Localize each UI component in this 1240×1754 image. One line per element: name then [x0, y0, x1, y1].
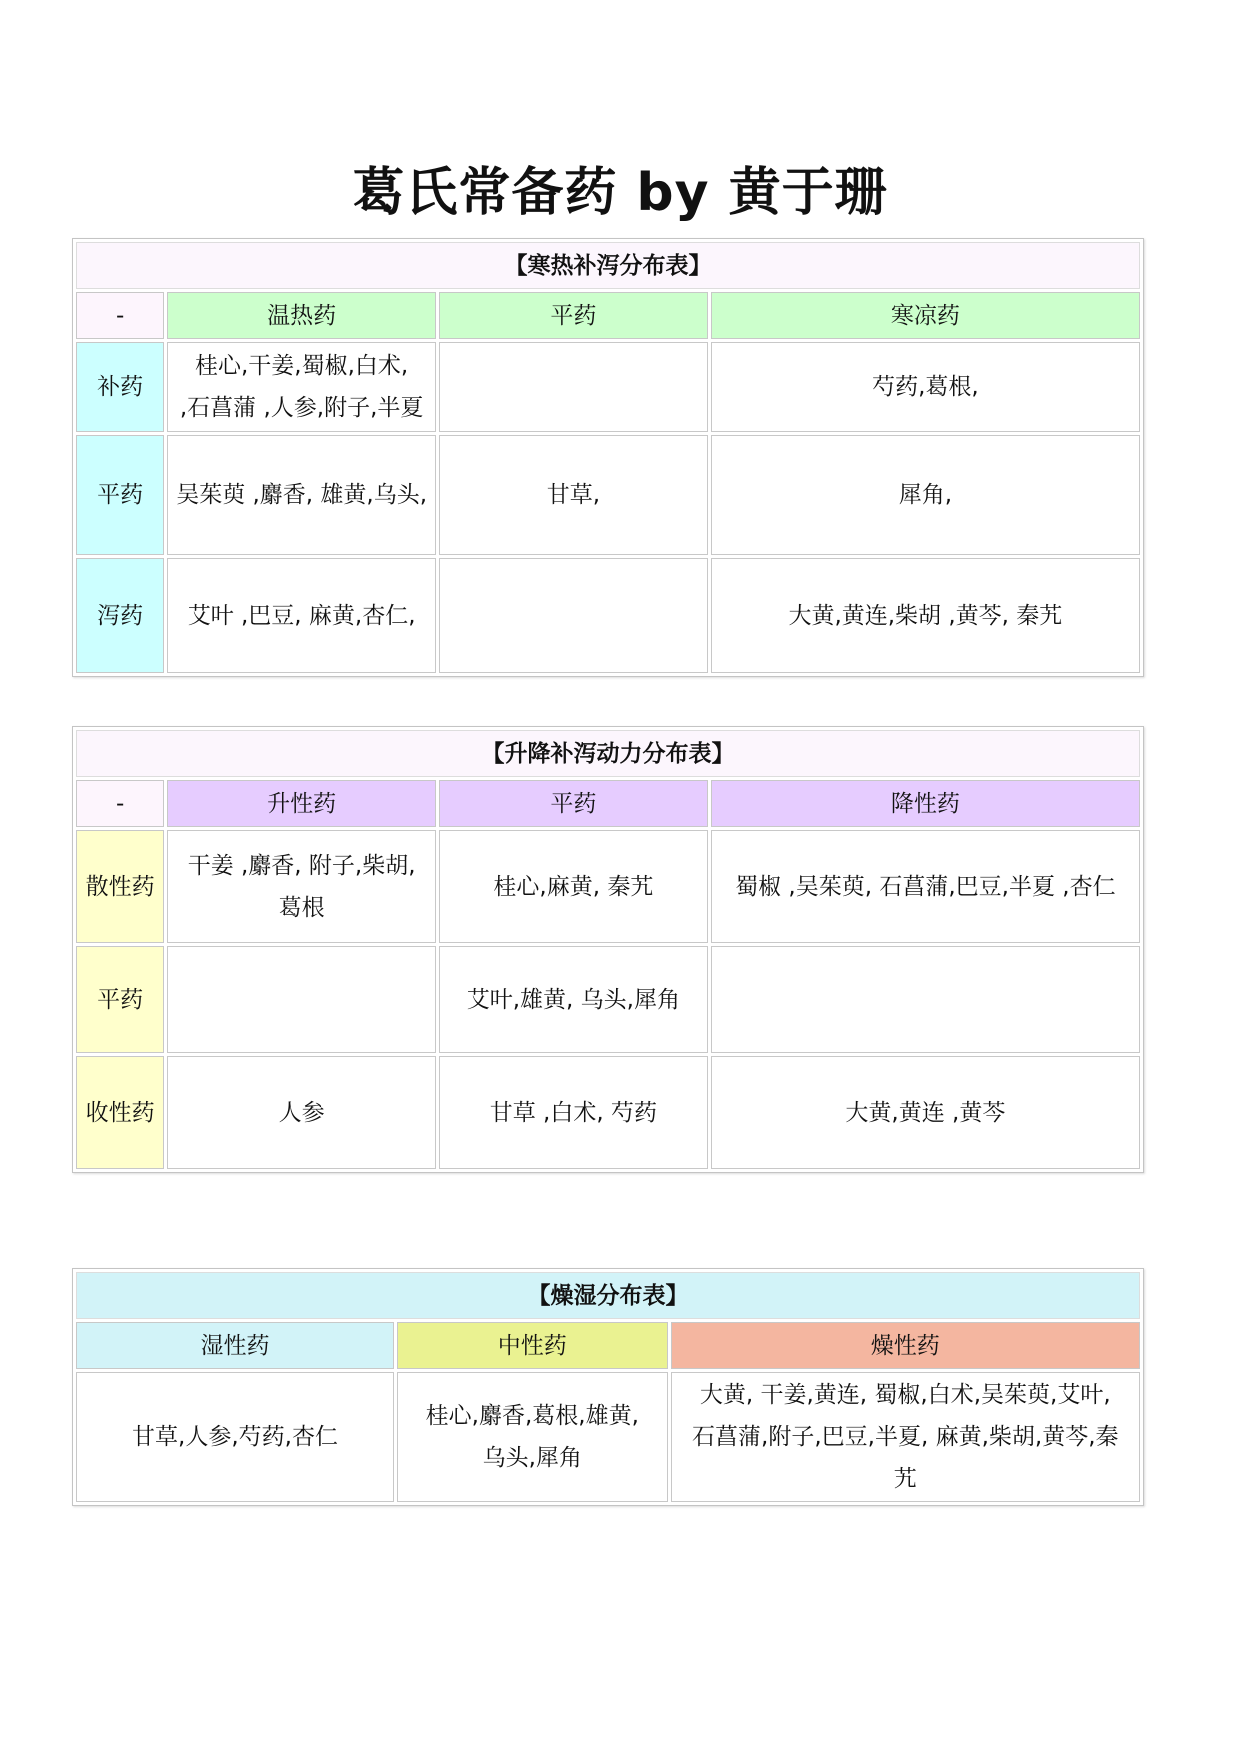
corner-cell: -	[76, 780, 164, 827]
column-header: 中性药	[397, 1322, 668, 1369]
table-cell: 蜀椒 ,吴茱萸, 石菖蒲,巴豆,半夏 ,杏仁	[711, 830, 1140, 943]
rise-fall-table	[72, 726, 1144, 1173]
table-cell: 芍药,葛根,	[711, 342, 1140, 432]
table-cell: 桂心,干姜,蜀椒,白术, ,石菖蒲 ,人参,附子,半夏	[167, 342, 436, 432]
table-cell: 犀角,	[711, 435, 1140, 555]
table-cell: 大黄, 干姜,黄连, 蜀椒,白术,吴茱萸,艾叶, 石菖蒲,附子,巴豆,半夏, 麻黄,柴胡,黄芩,秦 艽	[671, 1372, 1140, 1502]
column-header: 燥性药	[671, 1322, 1140, 1369]
column-header: 湿性药	[76, 1322, 394, 1369]
table-cell: 艾叶,雄黄, 乌头,犀角	[439, 946, 708, 1053]
table-row	[76, 946, 1140, 1053]
column-header: 降性药	[711, 780, 1140, 827]
row-header: 补药	[76, 342, 164, 432]
column-header: 升性药	[167, 780, 436, 827]
row-header: 散性药	[76, 830, 164, 943]
table-cell: 大黄,黄连 ,黄芩	[711, 1056, 1140, 1169]
page-title: 葛氏常备药 by 黄于珊	[352, 163, 888, 223]
row-header: 收性药	[76, 1056, 164, 1169]
table-cell: 甘草 ,白术, 芍药	[439, 1056, 708, 1169]
table-caption: 【寒热补泻分布表】	[76, 242, 1140, 289]
table-cell: 人参	[167, 1056, 436, 1169]
row-header: 泻药	[76, 558, 164, 673]
table-cell: 甘草,人参,芍药,杏仁	[76, 1372, 394, 1502]
table-cell: 吴茱萸 ,麝香, 雄黄,乌头,	[167, 435, 436, 555]
column-header: 寒凉药	[711, 292, 1140, 339]
table-cell: 艾叶 ,巴豆, 麻黄,杏仁,	[167, 558, 436, 673]
table-row	[76, 342, 1140, 432]
table-caption: 【升降补泻动力分布表】	[76, 730, 1140, 777]
table-row	[76, 435, 1140, 555]
table-cell	[711, 946, 1140, 1053]
column-header: 温热药	[167, 292, 436, 339]
table-row	[76, 558, 1140, 673]
table-caption: 【燥湿分布表】	[76, 1272, 1140, 1319]
hot-cold-table	[72, 238, 1144, 677]
table-cell: 桂心,麝香,葛根,雄黄, 乌头,犀角	[397, 1372, 668, 1502]
table-cell: 甘草,	[439, 435, 708, 555]
table-row	[76, 1056, 1140, 1169]
table-cell	[439, 558, 708, 673]
table-cell	[439, 342, 708, 432]
table-row	[76, 830, 1140, 943]
table-cell: 大黄,黄连,柴胡 ,黄芩, 秦艽	[711, 558, 1140, 673]
table-cell: 干姜 ,麝香, 附子,柴胡, 葛根	[167, 830, 436, 943]
dry-wet-table	[72, 1268, 1144, 1506]
table-cell	[167, 946, 436, 1053]
table-row	[76, 1372, 1140, 1502]
column-header: 平药	[439, 780, 708, 827]
row-header: 平药	[76, 946, 164, 1053]
column-header: 平药	[439, 292, 708, 339]
corner-cell: -	[76, 292, 164, 339]
table-cell: 桂心,麻黄, 秦艽	[439, 830, 708, 943]
row-header: 平药	[76, 435, 164, 555]
